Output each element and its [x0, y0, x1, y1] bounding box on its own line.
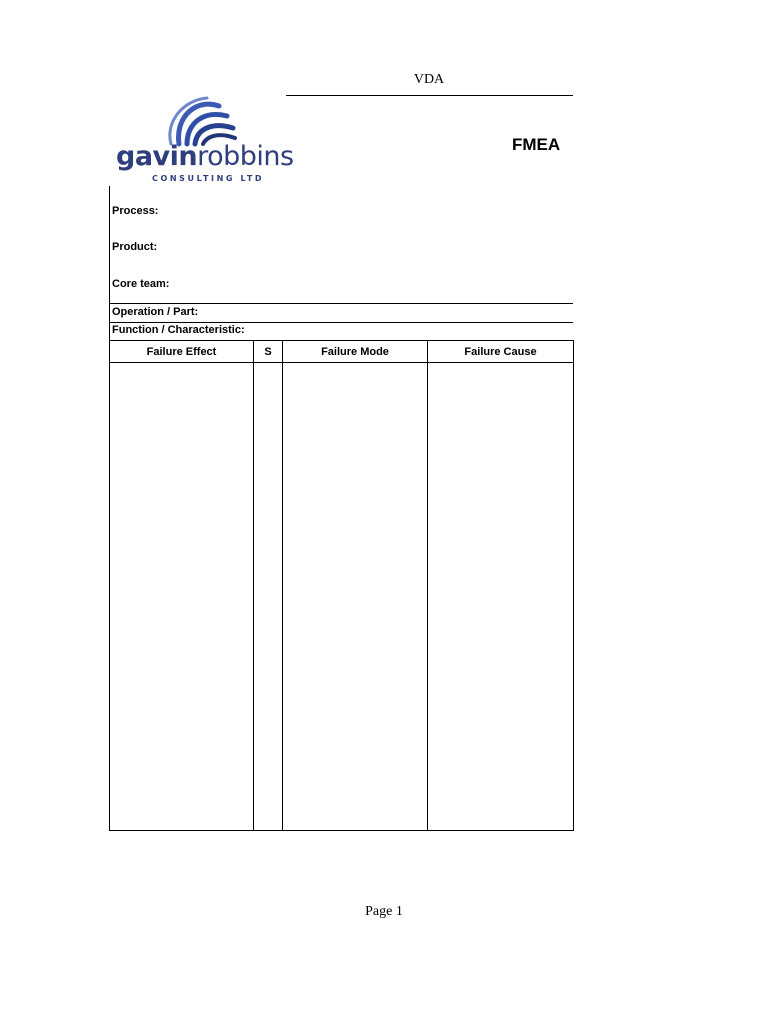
header-title: VDA [413, 72, 445, 87]
header-rule [286, 95, 573, 96]
company-logo [113, 96, 294, 188]
divider-function [109, 322, 573, 323]
process-label: Process: [112, 205, 159, 217]
cell-failure-effect [110, 363, 254, 831]
column-failure-effect: Failure Effect [110, 341, 254, 363]
page-number: Page 1 [365, 904, 403, 919]
fmea-table [109, 340, 574, 831]
product-label: Product: [112, 241, 158, 253]
column-failure-cause: Failure Cause [428, 341, 574, 363]
logo-word-part1: gavin [116, 141, 198, 172]
logo-wordmark [116, 143, 294, 170]
column-failure-mode: Failure Mode [283, 341, 428, 363]
document-type: FMEA [512, 135, 561, 154]
column-severity: S [254, 341, 283, 363]
logo-subtitle: CONSULTING LTD [152, 174, 265, 183]
cell-failure-cause [428, 363, 574, 831]
logo-word-part2: robbins [197, 141, 294, 172]
cell-severity [254, 363, 283, 831]
divider-operation [109, 303, 573, 304]
cell-failure-mode [283, 363, 428, 831]
operation-label: Operation / Part: [112, 306, 199, 318]
table-header-row [110, 341, 574, 363]
table-row [110, 363, 574, 831]
function-label: Function / Characteristic: [112, 324, 245, 336]
core-team-label: Core team: [112, 278, 170, 290]
